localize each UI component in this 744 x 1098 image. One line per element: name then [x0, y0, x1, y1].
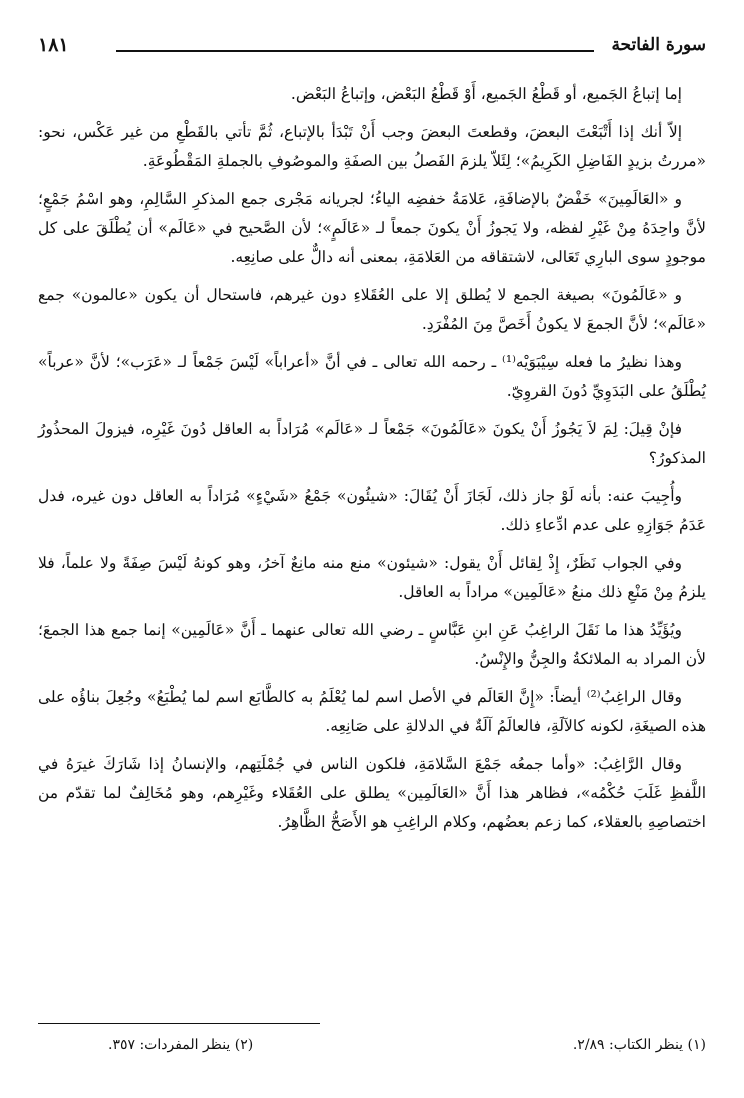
footnote-separator [38, 1023, 320, 1024]
page-body [38, 80, 706, 846]
paragraph: و «العَالَمِينَ» خَفْضٌ بالإضافَةِ، عَلامَةُ خفضِه الياءُ؛ لجريانه مَجْرى جمع المذكرِ السَّالِمِ، وهو اسْمُ جَمْعٍ؛ لأنَّ واحِدَهُ مِنْ غَيْرِ لفظه، ولا يَجوزُ أَنْ يكونَ جمعاً لـ «عَالَمٍ»؛ لأن الصَّحيح في «عَالَم» أن يُطْلَقَ على كل موجودٍ سوى البارِي تَعَالى، لاشتقاقه من العَلامَةِ، بمعنى أنه دالٌّ على صانِعِه. [38, 190, 706, 266]
paragraph: وأُجِيبَ عنه: بأنه لَوْ جاز ذلك، لَجَازَ أَنْ يُقَالَ: «شيئُون» جَمْعُ «شَيْءٍ» مُرَاداً به العاقل دون غيره، فدل عَدَمُ جَوَازِهِ على عدم ادِّعاءِ ذلك. [38, 487, 706, 534]
footnote-2: (٢) ينظر المفردات: ٣٥٧. [108, 1037, 254, 1053]
paragraph: وفي الجواب نَظَرٌ، إِذْ لِقائل أَنْ يقول: «شيئون» منع منه مانِعٌ آخرُ، وهو كونهُ لَيْسَ صِفَةً ولا علماً، فلا يلزمُ مِنْ مَنْعِ ذلك منعُ «عَالَمِين» مراداً به العاقل. [38, 554, 706, 601]
paragraph: وقال الرَّاغِبُ: «وأما جمعُه جَمْعَ السَّلامَةِ، فلكون الناس في جُمْلَتِهم، والإنسانُ إذا شَارَكَ غيرَهُ في اللَّفظِ غَلَبَ حُكْمُه»، فظاهر هذا أَنَّ «العَالَمِين» يطلق على العُقَلاء وغَيْرِهم، وهو مُخَالِفٌ لما تقدّم من اختصاصِهِ بالعقلاء، كما زعم بعضُهم، وكلام الراغِبِ هو الأَصَحُّ الظَّاهِرُ. [38, 755, 706, 831]
paragraph: فإنْ قِيلَ: لِمَ لاَ يَجُوزُ أَنْ يكونَ «عَالَمُونَ» جَمْعاً لـ «عَالَم» مُرَاداً به العاقل دُونَ غَيْرِه، فيزولَ المحذُورُ المذكورُ؟ [38, 420, 706, 467]
paragraph: و «عَالَمُونَ» بصيغة الجمع لا يُطلق إلا على العُقَلاءِ دون غيرهم، فاستحال أن يكون «عالمون» جمع «عَالَم»؛ لأنَّ الجمعَ لا يكونُ أَخَصَّ مِنَ المُفْرَدِ. [38, 286, 706, 333]
paragraph: وقال الراغِبُ⁽²⁾ أيضاً: «إِنَّ العَالَم في الأصل اسم لما يُعْلَمُ به كالطَّابَع اسم لما يُطْبَعُ» وجُعِلَ بناؤُه على هذه الصيغَةِ، لكونه كالآلَةِ، فالعالَمُ آلَةٌ في الدلالةِ على صَانِعِه. [38, 688, 706, 735]
paragraph: إلاّ أنك إذا أَتْبَعْتَ البعضَ، وقطعتَ البعضَ وجب أَنْ تَبْدَأ بالإتباع، ثُمَّ تأتي بالقَطْعِ من غير عَكْس، نحو: «مررتُ بزيدٍ الفَاضِلِ الكَرِيمُ»؛ لِئَلاّ يلزمَ الفَصلُ بين الصفَةِ والموصُوفِ بالجملةِ المَقْطُوعَةِ. [38, 123, 706, 170]
surah-title: سورة الفاتحة [611, 35, 706, 55]
footnote-1: (١) ينظر الكتاب: ٢/٨٩. [572, 1037, 706, 1053]
paragraph: وهذا نظيرُ ما فعله سِيْبَوَيْه⁽¹⁾ ـ رحمه الله تعالى ـ في أنَّ «أعراباً» لَيْسَ جَمْعاً لـ «عَرَب»؛ لأنَّ «عرباً» يُطْلَقُ على البَدَوِيِّ دُونَ القروِيّ. [38, 353, 706, 400]
paragraph: ويُؤَيِّدُ هذا ما نَقَلَ الراغِبُ عَنِ ابنِ عَبَّاسٍ ـ رضي الله تعالى عنهما ـ أَنَّ «عَالَمِين» إنما جمع هذا الجمعَ؛ لأن المراد به الملائكةُ والجِنُّ والإِنْسُ. [38, 621, 706, 668]
page-header [38, 30, 706, 60]
header-rule [116, 50, 594, 52]
paragraph: إما إتباعُ الجَميع، أو قَطْعُ الجَميع، أَوْ قَطْعُ البَعْض، وإتباعُ البَعْض. [290, 85, 682, 103]
page-number: ١٨١ [38, 34, 69, 56]
footnotes [38, 1032, 706, 1058]
